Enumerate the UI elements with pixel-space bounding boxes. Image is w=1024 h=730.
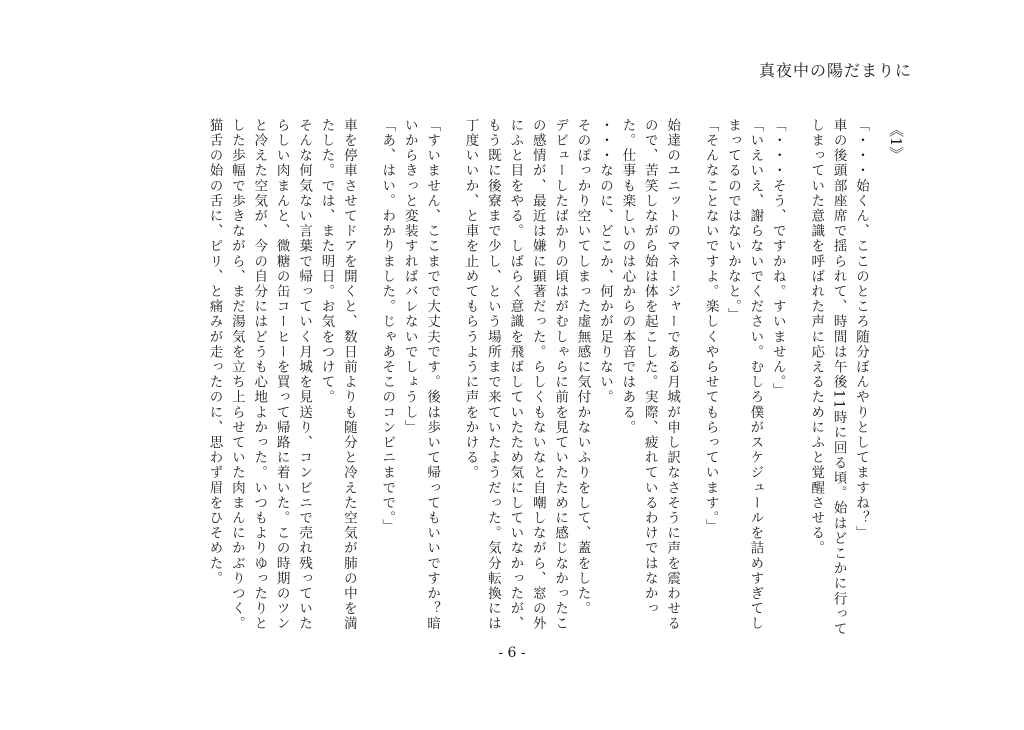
page-number: - 6 -: [498, 645, 526, 661]
body-text: [132, 118, 872, 638]
paragraph: ・・・なのに、どこか、何かが足りない。: [596, 118, 613, 405]
chapter-number: 《1》: [887, 122, 905, 162]
paragraph: そのぽっかり空いてしまった虚無感に気付かないふりをして、蓋をした。: [574, 118, 591, 617]
paragraph: 「そんなことないですよ。楽しくやらせてもらっています。」: [702, 118, 719, 535]
paragraph: 「すいません、ここまでで大丈夫です。後は歩いて帰ってもいいですか？暗いからきっと変装すればバレないでしょうし」: [401, 118, 441, 632]
paragraph: 車を停車させてドアを開くと、数日前よりも随分と冷えた空気が肺の中を満たした。では、また明日。お気をつけて。: [318, 118, 357, 632]
paragraph: 始達のユニットのマネージャーである月城が申し訳なさそうに声を震わせるので、苦笑しながら始は体を起こした。実際、疲れているわけではなかった。仕事も楽しいのは心からの本音ではある。: [619, 118, 681, 632]
paragraph: 「・・・そう、ですかね。すいません。」: [769, 118, 786, 399]
paragraph: そんな何気ない言葉で帰っていく月城を見送り、コンビニで売れ残っていたらしい肉まんと、微糖の缶コーヒーを買って帰路に着いた。この時期のツンと冷えた空気が、今の自分にはどうも心地よかった。いつもよりゆったりとした歩幅で歩きながら、まだ湯気を立ち上らせていた肉まんにかぶりつく。猫舌の始の舌に、ピリ、と痛みが走ったのに、思わず眉をひそめた。: [206, 118, 313, 632]
page-title: 真夜中の陽だまりに: [758, 61, 912, 80]
paragraph-gap: [789, 118, 805, 638]
paragraph: デビューしたばかりの頃はがむしゃらに前を見ていたために感じなかったこの感情が、最近は嫌に顕著だった。らしくもないなと自嘲しながら、窓の外にふと目をやる。しばらく意識を飛ばしていたため気にしていなかったが、もう既に後寮まで少し、という場所まで来ていたようだった。気分転換には丁度いいか、と車を止めてもらうように声をかける。: [462, 118, 569, 632]
paragraph-gap: [360, 118, 376, 638]
paragraph-gap: [683, 118, 699, 638]
paragraph: 車の後頭部座席で揺られて、時間は午後11時に回る頃。始はどこかに行ってしまっていた意識を呼ばれた声に応えるためにふと覚醒させる。: [808, 118, 847, 637]
paragraph: 「あ、はい。わかりました。じゃあそこのコンビニまでで。」: [379, 118, 396, 535]
paragraph: 「いえいえ、謝らないでください。むしろ僕がスケジュールを詰めすぎてしまってるのではないかなと。」: [724, 118, 764, 632]
paragraph-gap: [443, 118, 459, 638]
paragraph: 「・・・始くん、ここのところ随分ぼんやりとしてますね？」: [853, 118, 869, 541]
